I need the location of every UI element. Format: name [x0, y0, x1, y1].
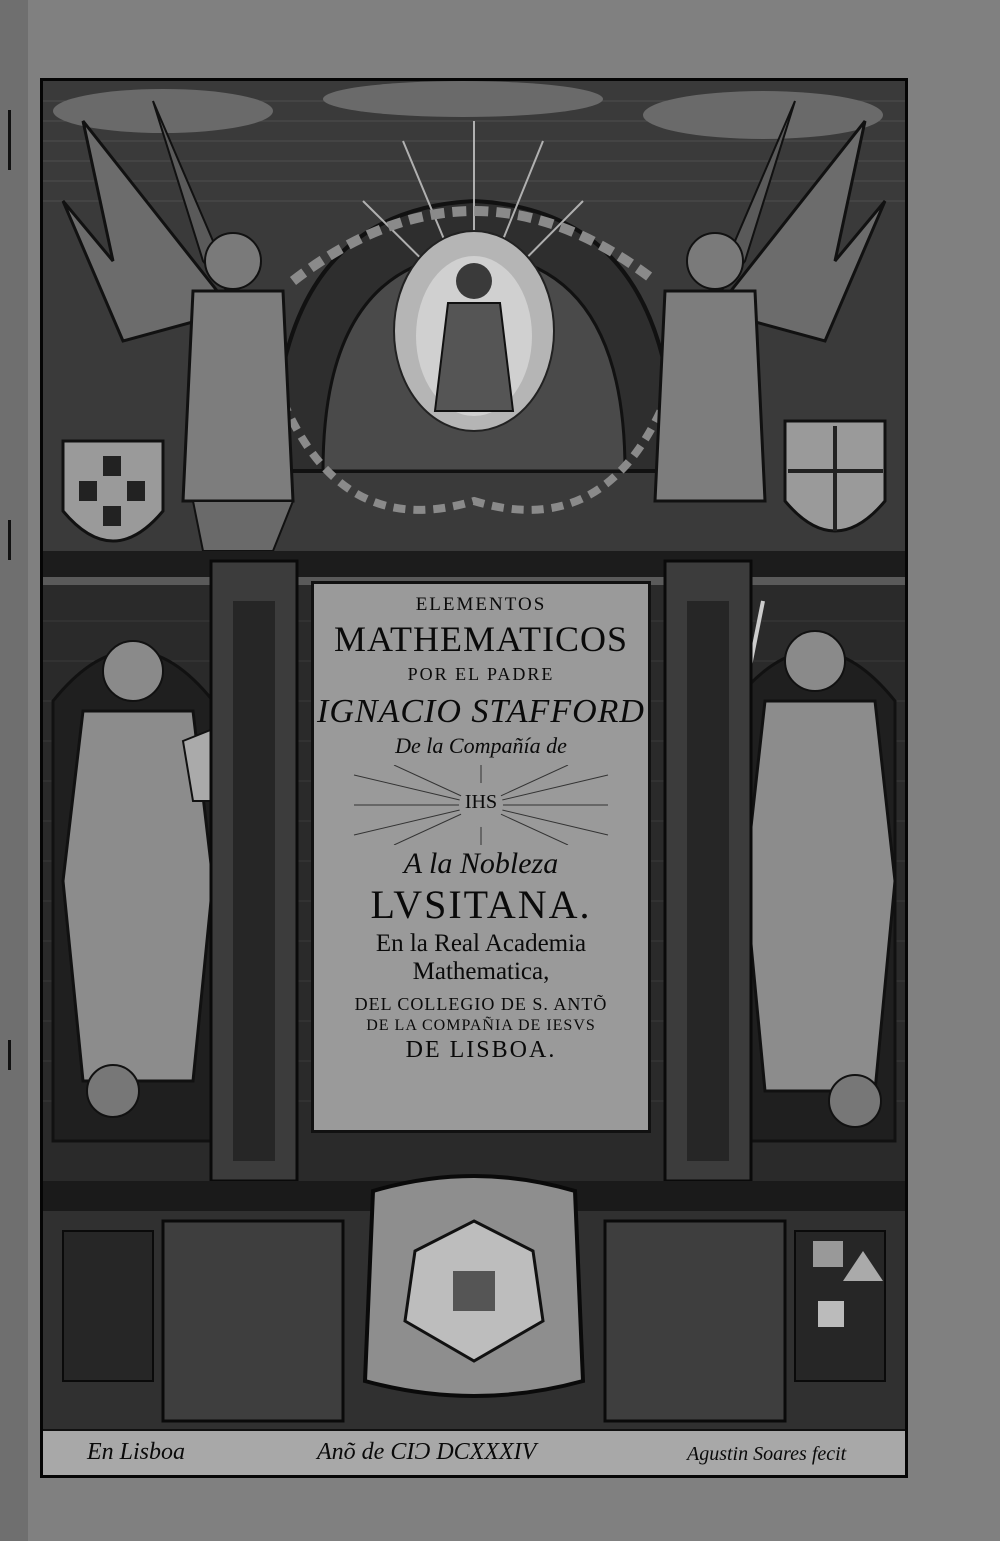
- title-line-elementos: ELEMENTOS: [415, 594, 547, 615]
- college-line: DEL COLLEGIO DE S. ANTÕ: [354, 994, 608, 1014]
- title-line-por-el-padre: POR EL PADRE: [407, 664, 555, 684]
- author-name: IGNACIO STAFFORD: [317, 693, 645, 730]
- academy-line-2: Mathematica,: [412, 958, 550, 985]
- dedication-line: A la Nobleza: [403, 847, 559, 880]
- title-line-compania: De la Compañía de: [395, 733, 567, 758]
- imprint-band: [43, 1429, 905, 1475]
- ihs-text: IHS: [464, 791, 498, 813]
- city-line: DE LISBOA.: [405, 1037, 557, 1063]
- imprint-place: En Lisboa: [87, 1439, 186, 1465]
- academy-line: En la Real Academia: [375, 930, 587, 957]
- engraver-credit: Agustin Soares fecit: [687, 1443, 847, 1465]
- ihs-monogram: [314, 765, 648, 845]
- edge-mark: [8, 1040, 11, 1070]
- dedication-lusitana: LVSITANA.: [370, 882, 592, 927]
- edge-mark: [8, 520, 11, 560]
- page-edge-shadow: [0, 0, 28, 1541]
- imprint-year: Anõ de CIƆ DCXXXIV: [317, 1439, 537, 1465]
- company-line: DE LA COMPAÑIA DE IESVS: [366, 1017, 596, 1034]
- title-line-mathematicos: MATHEMATICOS: [333, 619, 629, 659]
- engraved-frontispiece: [40, 78, 908, 1478]
- title-panel: [311, 581, 651, 1133]
- edge-mark: [8, 110, 11, 170]
